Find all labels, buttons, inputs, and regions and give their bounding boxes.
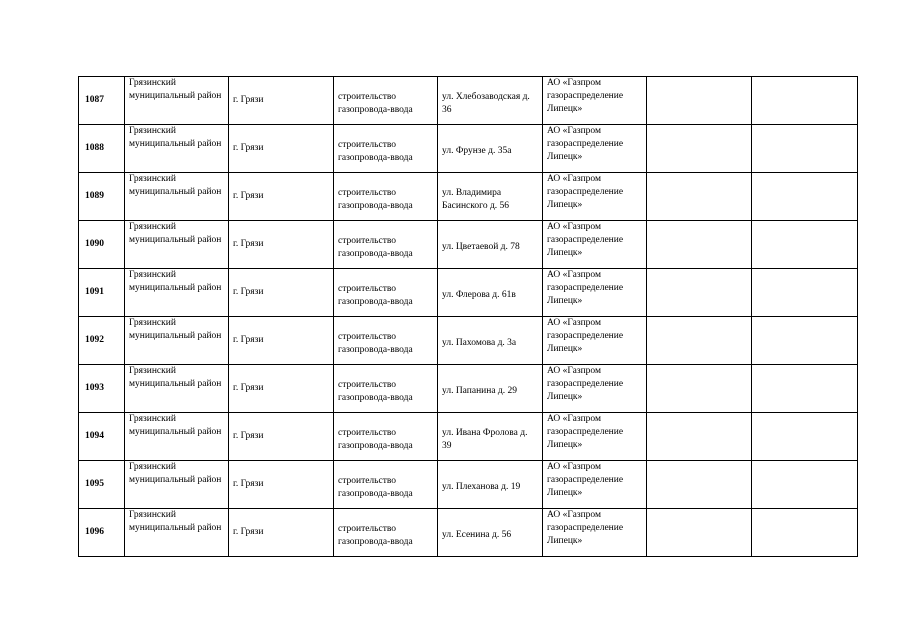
work-type-cell: строительство газопровода-ввода bbox=[334, 365, 438, 413]
city-cell: г. Грязи bbox=[229, 317, 334, 365]
address-cell: ул. Фрунзе д. 35а bbox=[438, 125, 543, 173]
table-row bbox=[79, 461, 858, 509]
table-row bbox=[79, 365, 858, 413]
organization-cell: АО «Газпром газораспределение Липецк» bbox=[543, 269, 647, 317]
address-cell: ул. Плеханова д. 19 bbox=[438, 461, 543, 509]
empty-cell bbox=[752, 269, 858, 317]
empty-cell bbox=[752, 365, 858, 413]
table-row bbox=[79, 317, 858, 365]
work-type-cell: строительство газопровода-ввода bbox=[334, 509, 438, 557]
city-cell: г. Грязи bbox=[229, 77, 334, 125]
records-table bbox=[78, 76, 858, 557]
work-type-cell: строительство газопровода-ввода bbox=[334, 125, 438, 173]
organization-cell: АО «Газпром газораспределение Липецк» bbox=[543, 317, 647, 365]
city-cell: г. Грязи bbox=[229, 509, 334, 557]
address-cell: ул. Флерова д. 61в bbox=[438, 269, 543, 317]
district-cell: Грязинский муниципальный район bbox=[125, 221, 229, 269]
empty-cell bbox=[647, 173, 752, 221]
work-type-cell: строительство газопровода-ввода bbox=[334, 173, 438, 221]
district-cell: Грязинский муниципальный район bbox=[125, 77, 229, 125]
table-row bbox=[79, 77, 858, 125]
city-cell: г. Грязи bbox=[229, 173, 334, 221]
empty-cell bbox=[647, 509, 752, 557]
district-cell: Грязинский муниципальный район bbox=[125, 509, 229, 557]
organization-cell: АО «Газпром газораспределение Липецк» bbox=[543, 461, 647, 509]
row-number: 1096 bbox=[79, 509, 125, 557]
row-number: 1092 bbox=[79, 317, 125, 365]
work-type-cell: строительство газопровода-ввода bbox=[334, 221, 438, 269]
table-row bbox=[79, 509, 858, 557]
organization-cell: АО «Газпром газораспределение Липецк» bbox=[543, 77, 647, 125]
address-cell: ул. Есенина д. 56 bbox=[438, 509, 543, 557]
address-cell: ул. Владимира Басинского д. 56 bbox=[438, 173, 543, 221]
organization-cell: АО «Газпром газораспределение Липецк» bbox=[543, 509, 647, 557]
empty-cell bbox=[752, 509, 858, 557]
organization-cell: АО «Газпром газораспределение Липецк» bbox=[543, 125, 647, 173]
empty-cell bbox=[647, 317, 752, 365]
district-cell: Грязинский муниципальный район bbox=[125, 461, 229, 509]
city-cell: г. Грязи bbox=[229, 365, 334, 413]
empty-cell bbox=[752, 77, 858, 125]
city-cell: г. Грязи bbox=[229, 413, 334, 461]
city-cell: г. Грязи bbox=[229, 269, 334, 317]
empty-cell bbox=[647, 365, 752, 413]
table-row bbox=[79, 125, 858, 173]
table-row bbox=[79, 173, 858, 221]
district-cell: Грязинский муниципальный район bbox=[125, 173, 229, 221]
table-body bbox=[79, 77, 858, 557]
organization-cell: АО «Газпром газораспределение Липецк» bbox=[543, 413, 647, 461]
district-cell: Грязинский муниципальный район bbox=[125, 365, 229, 413]
empty-cell bbox=[647, 125, 752, 173]
empty-cell bbox=[752, 221, 858, 269]
row-number: 1090 bbox=[79, 221, 125, 269]
empty-cell bbox=[752, 461, 858, 509]
work-type-cell: строительство газопровода-ввода bbox=[334, 77, 438, 125]
row-number: 1091 bbox=[79, 269, 125, 317]
empty-cell bbox=[752, 173, 858, 221]
row-number: 1095 bbox=[79, 461, 125, 509]
district-cell: Грязинский муниципальный район bbox=[125, 413, 229, 461]
empty-cell bbox=[752, 125, 858, 173]
empty-cell bbox=[647, 461, 752, 509]
table-row bbox=[79, 221, 858, 269]
organization-cell: АО «Газпром газораспределение Липецк» bbox=[543, 221, 647, 269]
table-row bbox=[79, 413, 858, 461]
empty-cell bbox=[647, 269, 752, 317]
address-cell: ул. Ивана Фролова д. 39 bbox=[438, 413, 543, 461]
organization-cell: АО «Газпром газораспределение Липецк» bbox=[543, 365, 647, 413]
address-cell: ул. Папанина д. 29 bbox=[438, 365, 543, 413]
address-cell: ул. Хлебозаводская д. 36 bbox=[438, 77, 543, 125]
row-number: 1093 bbox=[79, 365, 125, 413]
table-row bbox=[79, 269, 858, 317]
empty-cell bbox=[647, 413, 752, 461]
work-type-cell: строительство газопровода-ввода bbox=[334, 461, 438, 509]
district-cell: Грязинский муниципальный район bbox=[125, 269, 229, 317]
district-cell: Грязинский муниципальный район bbox=[125, 125, 229, 173]
work-type-cell: строительство газопровода-ввода bbox=[334, 413, 438, 461]
city-cell: г. Грязи bbox=[229, 221, 334, 269]
city-cell: г. Грязи bbox=[229, 461, 334, 509]
row-number: 1088 bbox=[79, 125, 125, 173]
row-number: 1087 bbox=[79, 77, 125, 125]
work-type-cell: строительство газопровода-ввода bbox=[334, 269, 438, 317]
address-cell: ул. Цветаевой д. 78 bbox=[438, 221, 543, 269]
empty-cell bbox=[752, 317, 858, 365]
empty-cell bbox=[752, 413, 858, 461]
city-cell: г. Грязи bbox=[229, 125, 334, 173]
empty-cell bbox=[647, 77, 752, 125]
row-number: 1094 bbox=[79, 413, 125, 461]
district-cell: Грязинский муниципальный район bbox=[125, 317, 229, 365]
organization-cell: АО «Газпром газораспределение Липецк» bbox=[543, 173, 647, 221]
work-type-cell: строительство газопровода-ввода bbox=[334, 317, 438, 365]
row-number: 1089 bbox=[79, 173, 125, 221]
address-cell: ул. Пахомова д. 3а bbox=[438, 317, 543, 365]
empty-cell bbox=[647, 221, 752, 269]
